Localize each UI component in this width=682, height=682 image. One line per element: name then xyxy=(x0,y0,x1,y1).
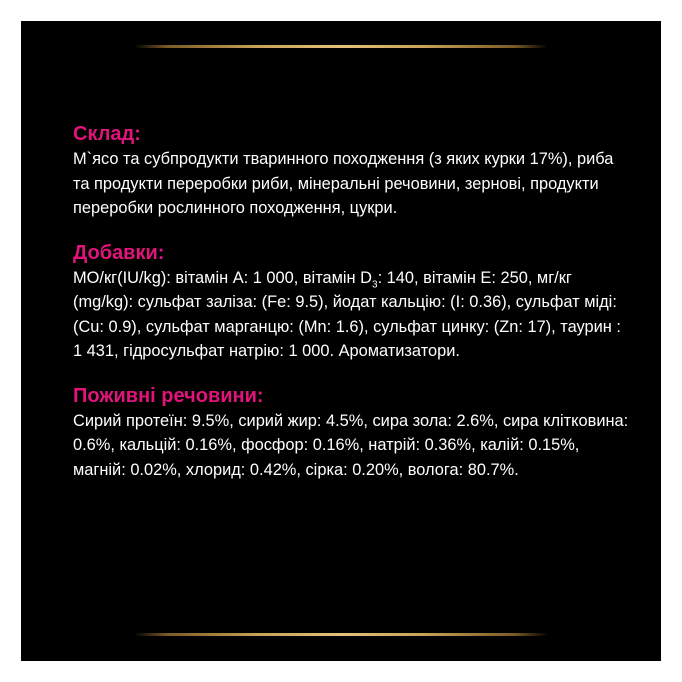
info-panel xyxy=(21,21,661,661)
content xyxy=(73,121,633,501)
nutrients-text: Сирий протеїн: 9.5%, сирий жир: 4.5%, сира зола: 2.6%, сира клітковина: 0.6%, кальцій: 0.16%, фосфор: 0.16%, натрій: 0.36%, калій: 0.15%, магній: 0.02%, хлорид: 0.42%, сірка: 0.20%, волога: 80.7%. xyxy=(73,411,629,479)
additives-heading: Добавки: xyxy=(73,241,165,264)
vitamin-d-subscript: 3 xyxy=(372,278,378,290)
composition-section xyxy=(73,121,633,221)
composition-heading: Склад: xyxy=(73,123,141,145)
composition-text: М`ясо та субпродукти тваринного походження (з яких курки 17%), риба та продукти переробки риби, мінеральні речовини, зернові, продукти переробки рослинного походження, цукри. xyxy=(73,150,614,217)
bottom-divider xyxy=(134,633,548,636)
nutrients-heading: Поживні речовини: xyxy=(73,384,264,407)
additives-text xyxy=(73,266,633,364)
additives-text-part1: МО/кг(IU/kg): вітамін А: 1 000, вітамін D xyxy=(73,268,372,287)
top-divider xyxy=(134,45,548,48)
additives-section xyxy=(73,240,633,364)
nutrients-section xyxy=(73,383,633,483)
additives-text-part2: : 140, вітамін Е: 250, мг/кг (mg/kg): сульфат заліза: (Fe: 9.5), йодат кальцію: (I: 0.36), сульфат міді: (Cu: 0.9), сульфат марганцю: (Mn: 1.6), сульфат цинку: (Zn: 17), таурин : 1 431, гідросульфат натрію: 1 000. Ароматизатори. xyxy=(73,268,621,360)
